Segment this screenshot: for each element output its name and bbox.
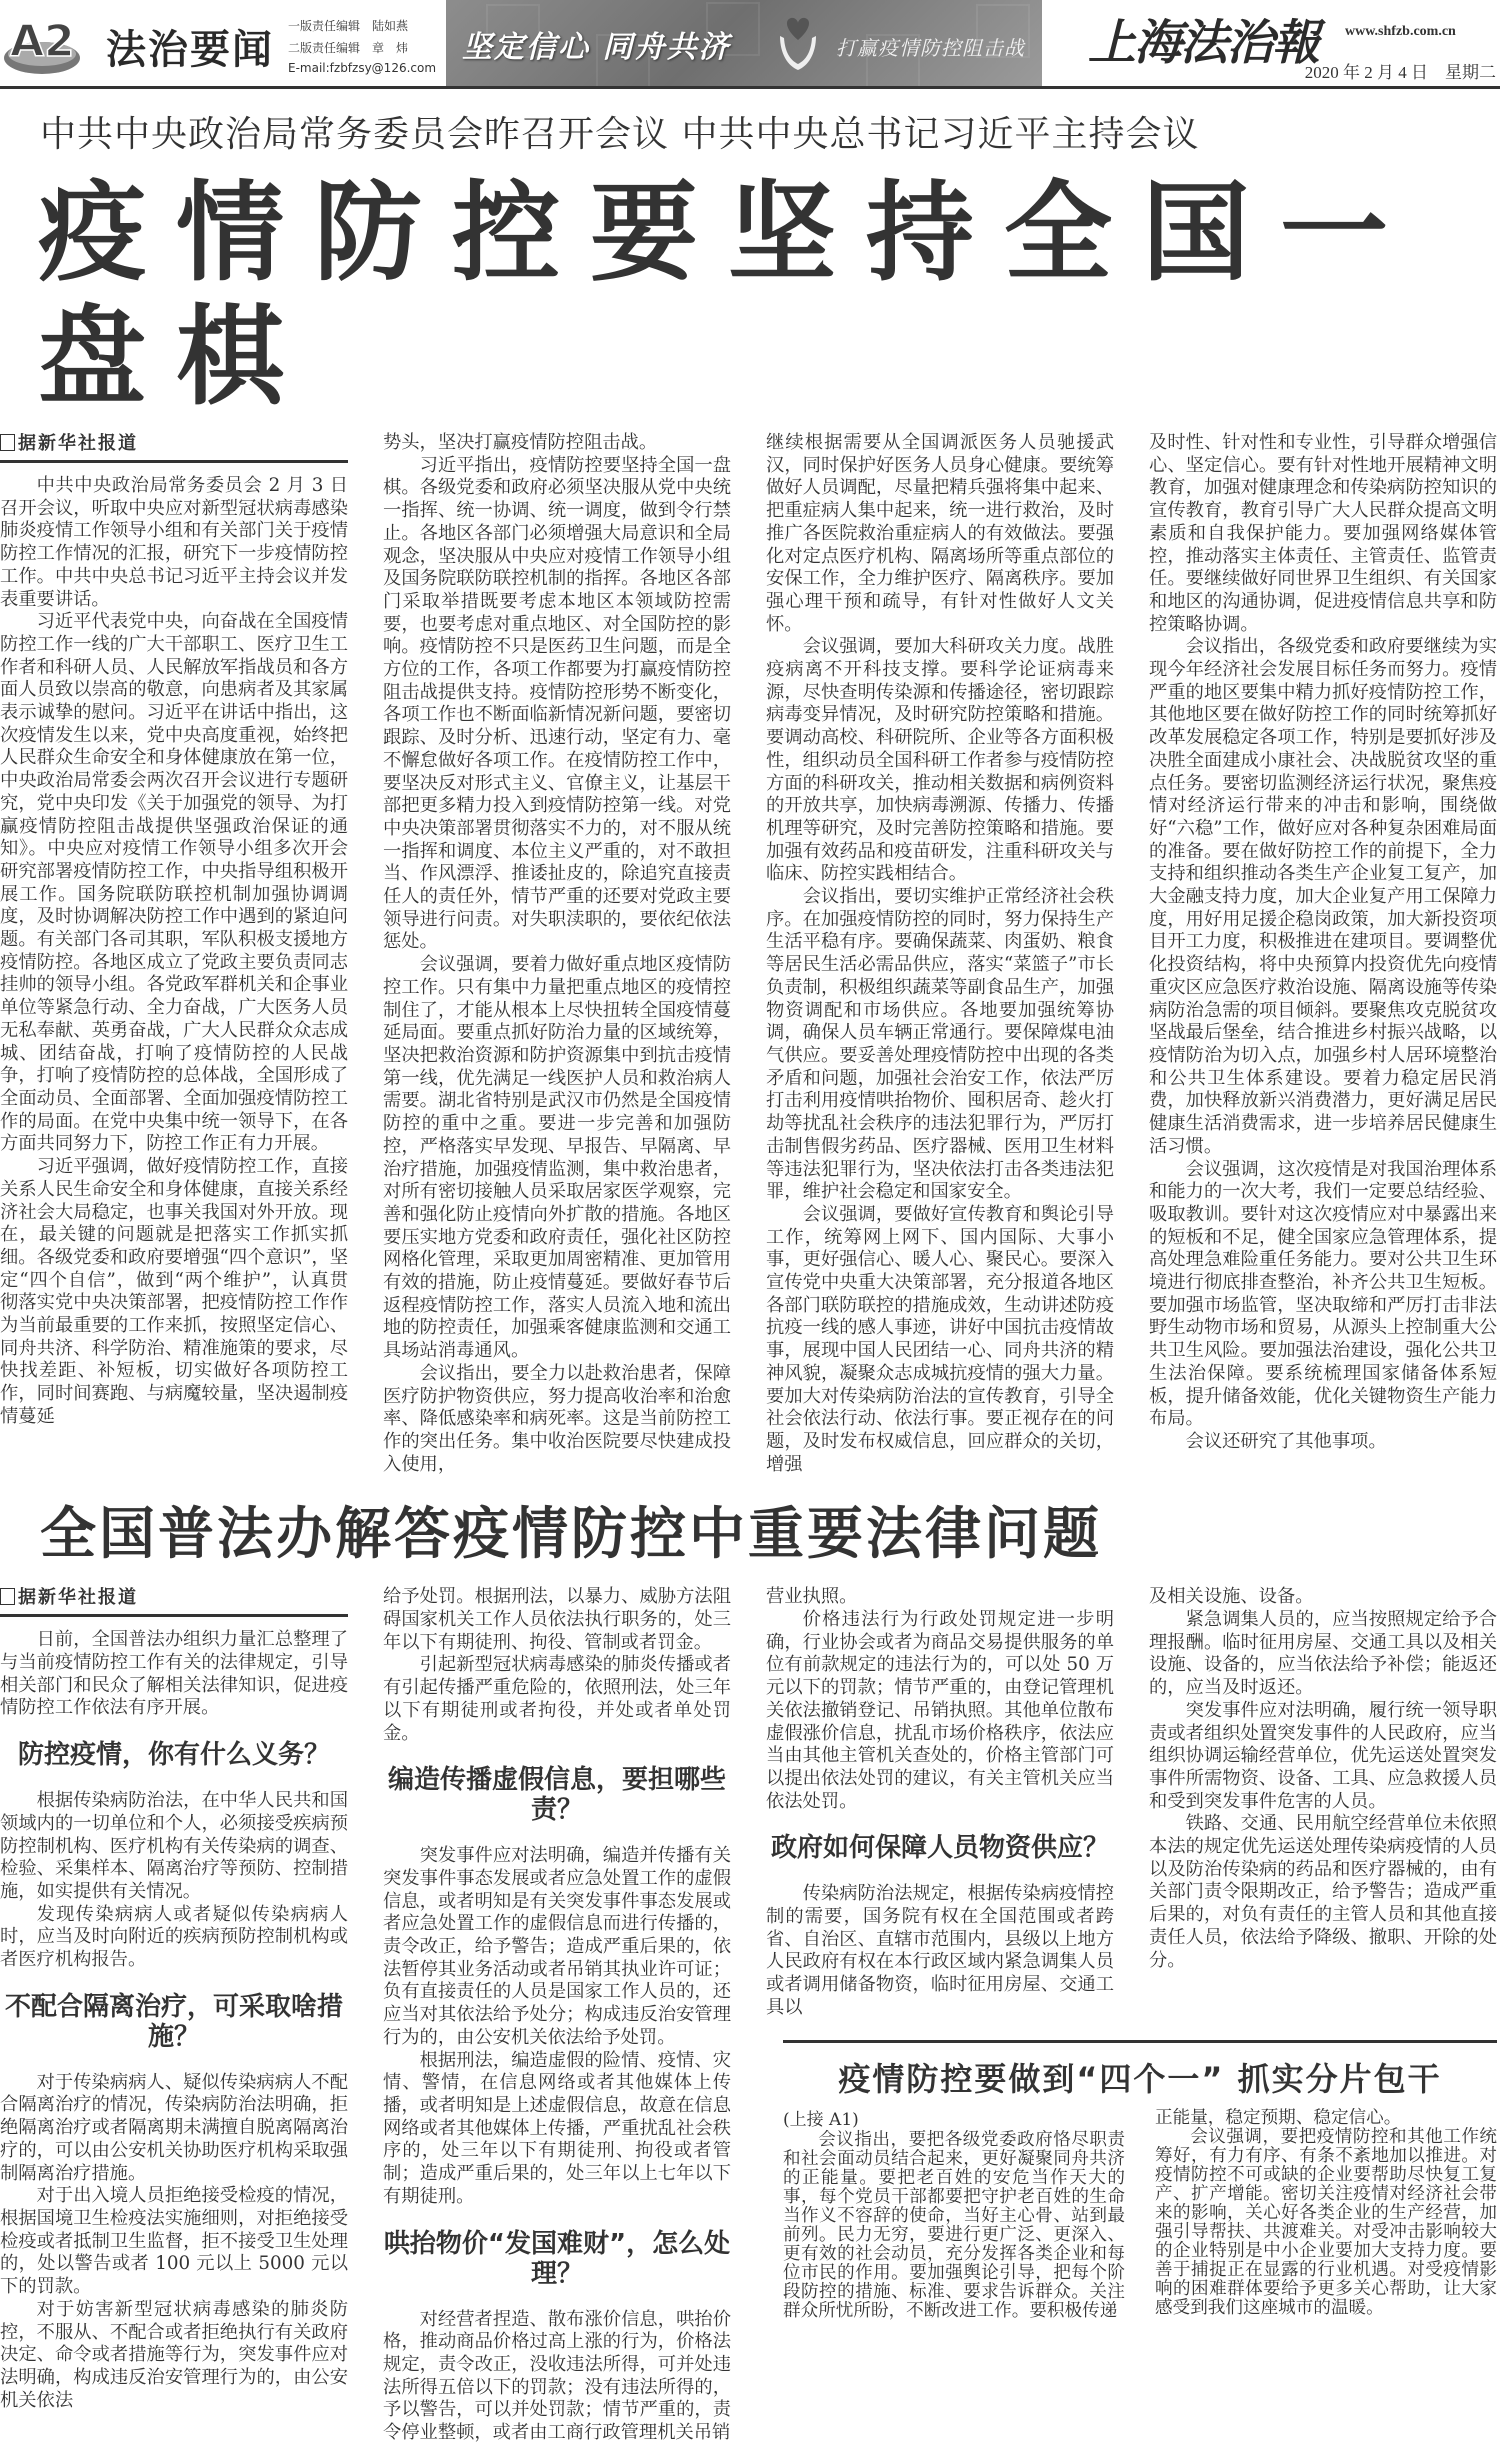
article1-column-4	[1149, 432, 1497, 1454]
paragraph: 会议指出，各级党委和政府要继续为实现今年经济社会发展目标任务而努力。疫情严重的地区要集中精力抓好疫情防控工作，其他地区要在做好防控工作的同时统筹抓好改革发展稳定各项工作，特别是要抓好涉及决胜全面建成小康社会、决战脱贫攻坚的重点任务。要密切监测经济运行状况，聚焦疫情对经济运行带来的冲击和影响，围绕做好“六稳”工作，做好应对各种复杂困难局面的准备。要在做好防控工作的前提下，全力支持和组织推动各类生产企业复工复产，加大金融支持力度，加大企业复产用工保障力度，用好用足援企稳岗政策，加大新投资项目开工力度，积极推进在建项目。要调整优化投资结构，将中央预算内投资优先向疫情重灾区应急医疗救治设施、隔离设施等传染病防治急需的项目倾斜。要聚焦攻克脱贫攻坚战最后堡垒，结合推进乡村振兴战略，以疫情防治为切入点，加强乡村人居环境整治和公共卫生体系建设。要着力稳定居民消费，加快释放新兴消费潜力，更好满足居民健康生活消费需求，进一步培养居民健康生活习惯。	[1149, 636, 1497, 1157]
article3-headline: 疫情防控要做到“四个一” 抓实分片包干	[838, 2059, 1442, 2098]
article-kicker: 中共中央政治局常务委员会昨召开会议 中共中央总书记习近平主持会议	[40, 114, 1200, 155]
article3-column-2	[1155, 2109, 1497, 2318]
paragraph: 习近平强调，做好疫情防控工作，直接关系人民生命安全和身体健康，直接关系经济社会大局稳定，也事关我国对外开放。现在，最关键的问题就是把落实工作抓实抓细。各级党委和政府要增强“四个意识”，坚定“四个自信”，做到“两个维护”，认真贯彻落实党中央决策部署，把疫情防控工作作为当前最重要的工作来抓，按照坚定信心、同舟共济、科学防治、精准施策的要求，尽快找差距、补短板，切实做好各项防控工作，同时间赛跑、与病魔较量，坚决遏制疫情蔓延	[0, 1156, 348, 1427]
paragraph: 习近平指出，疫情防控要坚持全国一盘棋。各级党委和政府必须坚决服从党中央统一指挥、统一协调、统一调度，做到令行禁止。各地区各部门必须增强大局意识和全局观念，坚决服从中央应对疫情工作领导小组及国务院联防联控机制的指挥。各地区各部门采取举措既要考虑本地区本领域防控需要，也要考虑对重点地区、对全国防控的影响。疫情防控不只是医药卫生问题，而是全方位的工作，各项工作都要为打赢疫情防控阻击战提供支持。疫情防控形势不断变化，各项工作也不断面临新情况新问题，要密切跟踪、及时分析、迅速行动，坚定有力、毫不懈怠做好各项工作。在疫情防控工作中，要坚决反对形式主义、官僚主义，让基层干部把更多精力投入到疫情防控第一线。对党中央决策部署贯彻落实不力的，对不服从统一指挥和调度、本位主义严重的，对不敢担当、作风漂浮、推诿扯皮的，除追究直接责任人的责任外，情节严重的还要对党政主要领导进行问责。对失职渎职的，要依纪依法惩处。	[383, 454, 731, 953]
paragraph: 突发事件应对法明确，履行统一领导职责或者组织处置突发事件的人民政府，应当组织协调运输经营单位，优先运送处置突发事件所需物资、设备、工具、应急救援人员和受到突发事件危害的人员。	[1149, 1699, 1497, 1812]
column-text	[0, 475, 348, 1429]
section-subheading: 防控疫情，你有什么义务？	[17, 1740, 330, 1771]
article2-column-4	[1149, 1586, 1497, 1972]
banner-slogan: 坚定信心 同舟共济	[462, 30, 731, 65]
article2-column-3	[766, 1586, 1114, 2019]
paragraph: 日前，全国普法办组织力量汇总整理了与当前疫情防控工作有关的法律规定，引导相关部门和民众了解相关法律知识，促进疫情防控工作依法有序开展。	[0, 1629, 348, 1719]
article2-column-1	[0, 1586, 348, 2412]
article1-column-3	[766, 432, 1114, 1476]
section-title: 法治要闻	[106, 27, 274, 73]
article2-body	[0, 1586, 1500, 2444]
byline-rule	[0, 1614, 348, 1617]
article2-headline: 全国普法办解答疫情防控中重要法律问题	[40, 1502, 1102, 1568]
article-headline: 疫情防控要坚持全国一盘棋	[38, 171, 1419, 420]
newspaper-masthead: 上海法治報	[1088, 15, 1319, 71]
article3-continued-from: (上接 A1)	[783, 2109, 859, 2130]
page-tag-logo	[2, 8, 88, 78]
byline-text: 据新华社报道	[18, 433, 138, 454]
byline-text: 据新华社报道	[18, 1587, 138, 1609]
editor-line-1: 一版责任编辑 陆如燕	[288, 19, 409, 33]
paragraph: 营业执照。	[766, 1586, 858, 1608]
article1-body	[0, 432, 1500, 1476]
page-tag: A2	[10, 16, 75, 67]
paragraph: 及相关设施、设备。	[1149, 1586, 1314, 1608]
heart-hands-icon	[776, 14, 820, 74]
paragraph: 发现传染病病人或者疑似传染病病人时，应当及时向附近的疾病预防控制机构或者医疗机构报告。	[0, 1903, 348, 1971]
section-subheading: 哄抬物价“发国难财”，怎么处理？	[383, 2228, 731, 2289]
banner-subslogan: 打赢疫情防控阻击战	[836, 36, 1025, 60]
paragraph: 突发事件应对法明确，编造并传播有关突发事件事态发展或者应急处置工作的虚假信息，或者明知是有关突发事件事态发展或者应急处置工作的虚假信息而进行传播的，责令改正，给予警告；造成严重后果的，依法暂停其业务活动或者吊销其执业许可证；负有直接责任的人员是国家工作人员的，还应当对其依法给予处分；构成违反治安管理行为的，由公安机关依法给予处罚。	[383, 1845, 731, 2048]
paragraph: 会议指出，要全力以赴救治患者，保障医疗防护物资供应，努力提高收治率和治愈率、降低感染率和病死率。这是当前防控工作的突出任务。集中收治医院要尽快建成投入使用，	[383, 1362, 731, 1475]
paragraph: 会议强调，要着力做好重点地区疫情防控工作。只有集中力量把重点地区的疫情控制住了，才能从根本上尽快扭转全国疫情蔓延局面。要重点抓好防治力量的区域统筹，坚决把救治资源和防护资源集中到抗击疫情第一线，优先满足一线医护人员和救治病人需要。湖北省特别是武汉市仍然是全国疫情防控的重中之重。要进一步完善和加强防控，严格落实早发现、早报告、早隔离、早治疗措施，加强疫情监测，集中救治患者，对所有密切接触人员采取居家医学观察，完善和强化防止疫情向外扩散的措施。各地区要压实地方党委和政府责任，强化社区防控网格化管理，采取更加周密精准、更加管用有效的措施，防止疫情蔓延。要做好春节后返程疫情防控工作，落实人员流入地和流出地的防控责任，加强乘客健康监测和交通工具场站消毒通风。	[383, 954, 731, 1362]
campaign-banner	[446, 0, 1042, 88]
paragraph: 价格违法行为行政处罚规定进一步明确，行业协会或者为商品交易提供服务的单位有前款规定的违法行为的，可以处 50 万元以下的罚款；情节严重的，由登记管理机关依法撤销登记、吊销执照。其他单位散布虚假涨价信息，扰乱市场价格秩序，依法应当由其他主管机关查处的，价格主管部门可以提出依法处罚的建议，有关主管机关应当依法处罚。	[766, 1609, 1114, 1812]
paragraph: 传染病防治法规定，根据传染病疫情控制的需要，国务院有权在全国范围或者跨省、自治区、直辖市范围内，县级以上地方人民政府有权在本行政区域内紧急调集人员或者调用储备物资，临时征用房屋、交通工具以	[766, 1883, 1114, 2018]
paragraph: 紧急调集人员的，应当按照规定给予合理报酬。临时征用房屋、交通工具以及相关设施、设备的，应当依法给予补偿；能返还的，应当及时返还。	[1149, 1609, 1497, 1699]
website-url: www.shfzb.com.cn	[1345, 24, 1456, 39]
issue-date: 2020 年 2 月 4 日 星期二	[1304, 63, 1496, 82]
article2-byline	[0, 1586, 348, 1610]
paragraph: 习近平代表党中央，向奋战在全国疫情防控工作一线的广大干部职工、医疗卫生工作者和科研人员、人民解放军指战员和各方面人员致以崇高的敬意，向患病者及其家属表示诚挚的慰问。习近平在讲话中指出，这次疫情发生以来，党中央高度重视，始终把人民群众生命安全和身体健康放在第一位，中央政治局常委会两次召开会议进行专题研究，党中央印发《关于加强党的领导、为打赢疫情防控阻击战提供坚强政治保证的通知》。中央应对疫情工作领导小组多次开会研究部署疫情防控工作，中央指导组积极开展工作。国务院联防联控机制加强协调调度，及时协调解决防控工作中遇到的紧迫问题。有关部门各司其职，军队积极支援地方疫情防控。各地区成立了党政主要负责同志挂帅的领导小组。各党政军群机关和企事业单位等紧急行动、全力奋战，广大医务人员无私奉献、英勇奋战，广大人民群众众志成城、团结奋战，打响了疫情防控的人民战争，打响了疫情防控的总体战，全国形成了全面动员、全面部署、全面加强疫情防控工作的局面。在党中央集中统一领导下，在各方面共同努力下，防控工作正有力开展。	[0, 611, 348, 1155]
paragraph: 会议强调，要加大科研攻关力度。战胜疫病离不开科技支撑。要科学论证病毒来源，尽快查明传染源和传播途径，密切跟踪病毒变异情况，及时研究防控策略和措施。要调动高校、科研院所、企业等各方面积极性，组织动员全国科研工作者参与疫情防控方面的科研攻关，推动相关数据和病例资料的开放共享，加快病毒溯源、传播力、传播机理等研究，及时完善防控策略和措施。要加强有效药品和疫苗研发，注重科研攻关与临床、防控实践相结合。	[766, 636, 1114, 885]
paragraph: 继续根据需要从全国调派医务人员驰援武汉，同时保护好医务人员身心健康。要统筹做好人员调配，尽量把精兵强将集中起来、把重症病人集中起来，统一进行救治，及时推广各医院救治重症病人的有效做法。要强化对定点医疗机构、隔离场所等重点部位的安保工作，全力维护医疗、隔离秩序。要加强心理干预和疏导，有针对性做好人文关怀。	[766, 432, 1114, 635]
editor-line-2: 二版责任编辑 章 炜	[288, 41, 409, 55]
paragraph: 势头，坚决打赢疫情防控阻击战。	[383, 432, 658, 453]
article2-right-columns	[766, 1586, 1497, 2019]
article3-column-1	[783, 2131, 1125, 2321]
article3-box	[766, 2040, 1497, 2321]
article3-rule	[783, 2040, 1497, 2043]
byline-rule	[0, 460, 348, 463]
paragraph: 引起新型冠状病毒感染的肺炎传播或者有引起传播严重危险的，依照刑法，处三年以下有期徒刑或者拘役，并处或者单处罚金。	[383, 1654, 731, 1744]
paragraph: 中共中央政治局常务委员会 2 月 3 日召开会议，听取中央应对新型冠状病毒感染肺炎疫情工作领导小组和有关部门关于疫情防控工作情况的汇报，研究下一步疫情防控工作。中共中央总书记习近平主持会议并发表重要讲话。	[0, 475, 348, 610]
section-subheading: 编造传播虚假信息，要担哪些责？	[387, 1765, 726, 1826]
paragraph: 对于妨害新型冠状病毒感染的肺炎防控，不服从、不配合或者拒绝执行有关政府决定、命令或者措施等行为，突发事件应对法明确，构成违反治安管理行为的，由公安机关依法	[0, 2298, 348, 2411]
paragraph: 对于传染病病人、疑似传染病病人不配合隔离治疗的情况，传染病防治法明确，拒绝隔离治疗或者隔离期未满擅自脱离隔离治疗的，可以由公安机关协助医疗机构采取强制隔离治疗措施。	[0, 2071, 348, 2184]
paragraph: 及时性、针对性和专业性，引导群众增强信心、坚定信心。要有针对性地开展精神文明教育，加强对健康理念和传染病防控知识的宣传教育，教育引导广大人民群众提高文明素质和自我保护能力。要加强网络媒体管控，推动落实主体责任、主管责任、监管责任。要继续做好同世界卫生组织、有关国家和地区的沟通协调，促进疫情信息共享和防控策略协调。	[1149, 432, 1497, 635]
paragraph: 正能量，稳定预期、稳定信心。	[1155, 2107, 1402, 2128]
paragraph: 会议强调，这次疫情是对我国治理体系和能力的一次大考，我们一定要总结经验、吸取教训。要针对这次疫情应对中暴露出来的短板和不足，健全国家应急管理体系，提高处理急难险重任务能力。要对公共卫生环境进行彻底排查整治，补齐公共卫生短板。要加强市场监管，坚决取缔和严厉打击非法野生动物市场和贸易，从源头上控制重大公共卫生风险。要加强法治建设，强化公共卫生法治保障。要系统梳理国家储备体系短板，提升储备效能，优化关键物资生产能力布局。	[1149, 1158, 1497, 1430]
byline-box-icon	[0, 434, 15, 451]
paragraph: 根据传染病防治法，在中华人民共和国领域内的一切单位和个人，必须接受疾病预防控制机构、医疗机构有关传染病的调查、检验、采集样本、隔离治疗等预防、控制措施，如实提供有关情况。	[0, 1790, 348, 1902]
editor-email: E-mail:fzbfzsy@126.com	[288, 61, 437, 75]
article2-right-block	[766, 1586, 1497, 2320]
page-content	[0, 112, 1500, 2445]
paragraph: 根据刑法，编造虚假的险情、疫情、灾情、警情，在信息网络或者其他媒体上传播，或者明知是上述虚假信息，故意在信息网络或者其他媒体上传播，严重扰乱社会秩序的，处三年以下有期徒刑、拘役或者管制；造成严重后果的，处三年以上七年以下有期徒刑。	[383, 2049, 731, 2207]
section-subheading: 政府如何保障人员物资供应？	[770, 1833, 1109, 1864]
article-byline	[0, 432, 348, 456]
article1-column-2	[383, 432, 731, 1476]
byline-box-icon	[0, 1588, 15, 1605]
paragraph: 对经营者捏造、散布涨价信息，哄抬价格，推动商品价格过高上涨的行为，价格法规定，责令改正，没收违法所得，可并处违法所得五倍以下的罚款；没有违法所得的，予以警告，可以并处罚款；情节严重的，责令停业整顿，或者由工商行政管理机关吊销	[383, 2308, 731, 2444]
paragraph: 对于出入境人员拒绝接受检疫的情况，根据国境卫生检疫法实施细则，对拒绝接受检疫或者抵制卫生监督，拒不接受卫生处理的，处以警告或者 100 元以上 5000 元以下的罚款。	[0, 2185, 348, 2298]
article2-column-2	[383, 1586, 731, 2444]
paragraph: 会议指出，要把各级党委政府恪尽职责和社会面动员结合起来，更好凝聚同舟共济的正能量。要把老百姓的安危当作天大的事，每个党员干部都要把守护老百姓的生命当作义不容辞的使命，当好主心骨、站到最前列。民力无穷，要进行更广泛、更深入、更有效的社会动员，充分发挥各类企业和每位市民的作用。要加强舆论引导，把每个阶段防控的措施、标准、要求告诉群众。关注群众所忧所盼，不断改进工作。要积极传递	[783, 2129, 1125, 2321]
section-subheading: 不配合隔离治疗，可采取啥措施？	[4, 1991, 343, 2052]
paragraph: 铁路、交通、民用航空经营单位未依照本法的规定优先运送处理传染病疫情的人员以及防治传染病的药品和医疗器械的，由有关部门责令限期改正，给予警告；造成严重后果的，对负有责任的主管人员和其他直接责任人员，依法给予降级、撤职、开除的处分。	[1149, 1813, 1497, 1971]
header-rule	[0, 86, 1500, 89]
paragraph: 会议强调，要做好宣传教育和舆论引导工作，统筹网上网下、国内国际、大事小事，更好强信心、暖人心、聚民心。要深入宣传党中央重大决策部署，充分报道各地区各部门联防联控的措施成效，生动讲述防疫抗疫一线的感人事迹，讲好中国抗击疫情故事，展现中国人民团结一心、同舟共济的精神风貌，凝聚众志成城抗疫情的强大力量。要加大对传染病防治法的宣传教育，引导全社会依法行动、依法行事。要正视存在的问题，及时发布权威信息，回应群众的关切，增强	[766, 1203, 1114, 1475]
paragraph: 会议指出，要切实维护正常经济社会秩序。在加强疫情防控的同时，努力保持生产生活平稳有序。要确保蔬菜、肉蛋奶、粮食等居民生活必需品供应，落实“菜篮子”市长负责制，积极组织蔬菜等副食品生产，加强物资调配和市场供应。各地要加强统筹协调，确保人员车辆正常通行。要保障煤电油气供应。要妥善处理疫情防控中出现的各类矛盾和问题，加强社会治安工作，依法严厉打击利用疫情哄抬物价、囤积居奇、趁火打劫等扰乱社会秩序的违法犯罪行为，严厉打击制售假劣药品、医疗器械、医用卫生材料等违法犯罪行为，坚决依法打击各类违法犯罪，维护社会稳定和国家安全。	[766, 886, 1114, 1203]
paragraph: 会议还研究了其他事项。	[1185, 1430, 1387, 1452]
paragraph: 给予处罚。根据刑法，以暴力、威胁方法阻碍国家机关工作人员依法执行职务的，处三年以下有期徒刑、拘役、管制或者罚金。	[383, 1586, 731, 1653]
article1-column-1	[0, 432, 348, 1429]
column-text	[0, 1629, 348, 2412]
paragraph: 会议强调，要把疫情防控和其他工作统筹好，有力有序、有条不紊地加以推进。对疫情防控不可或缺的企业要帮助尽快复工复产、扩产增能。密切关注疫情对经济社会带来的影响，关心好各类企业的生产经营，加强引导帮扶、共渡难关。对受冲击影响较大的企业特别是中小企业要加大支持力度。要善于捕捉正在显露的行业机遇。对受疫情影响的困难群体要给予更多关心帮助，让大家感受到我们这座城市的温暖。	[1155, 2126, 1497, 2318]
